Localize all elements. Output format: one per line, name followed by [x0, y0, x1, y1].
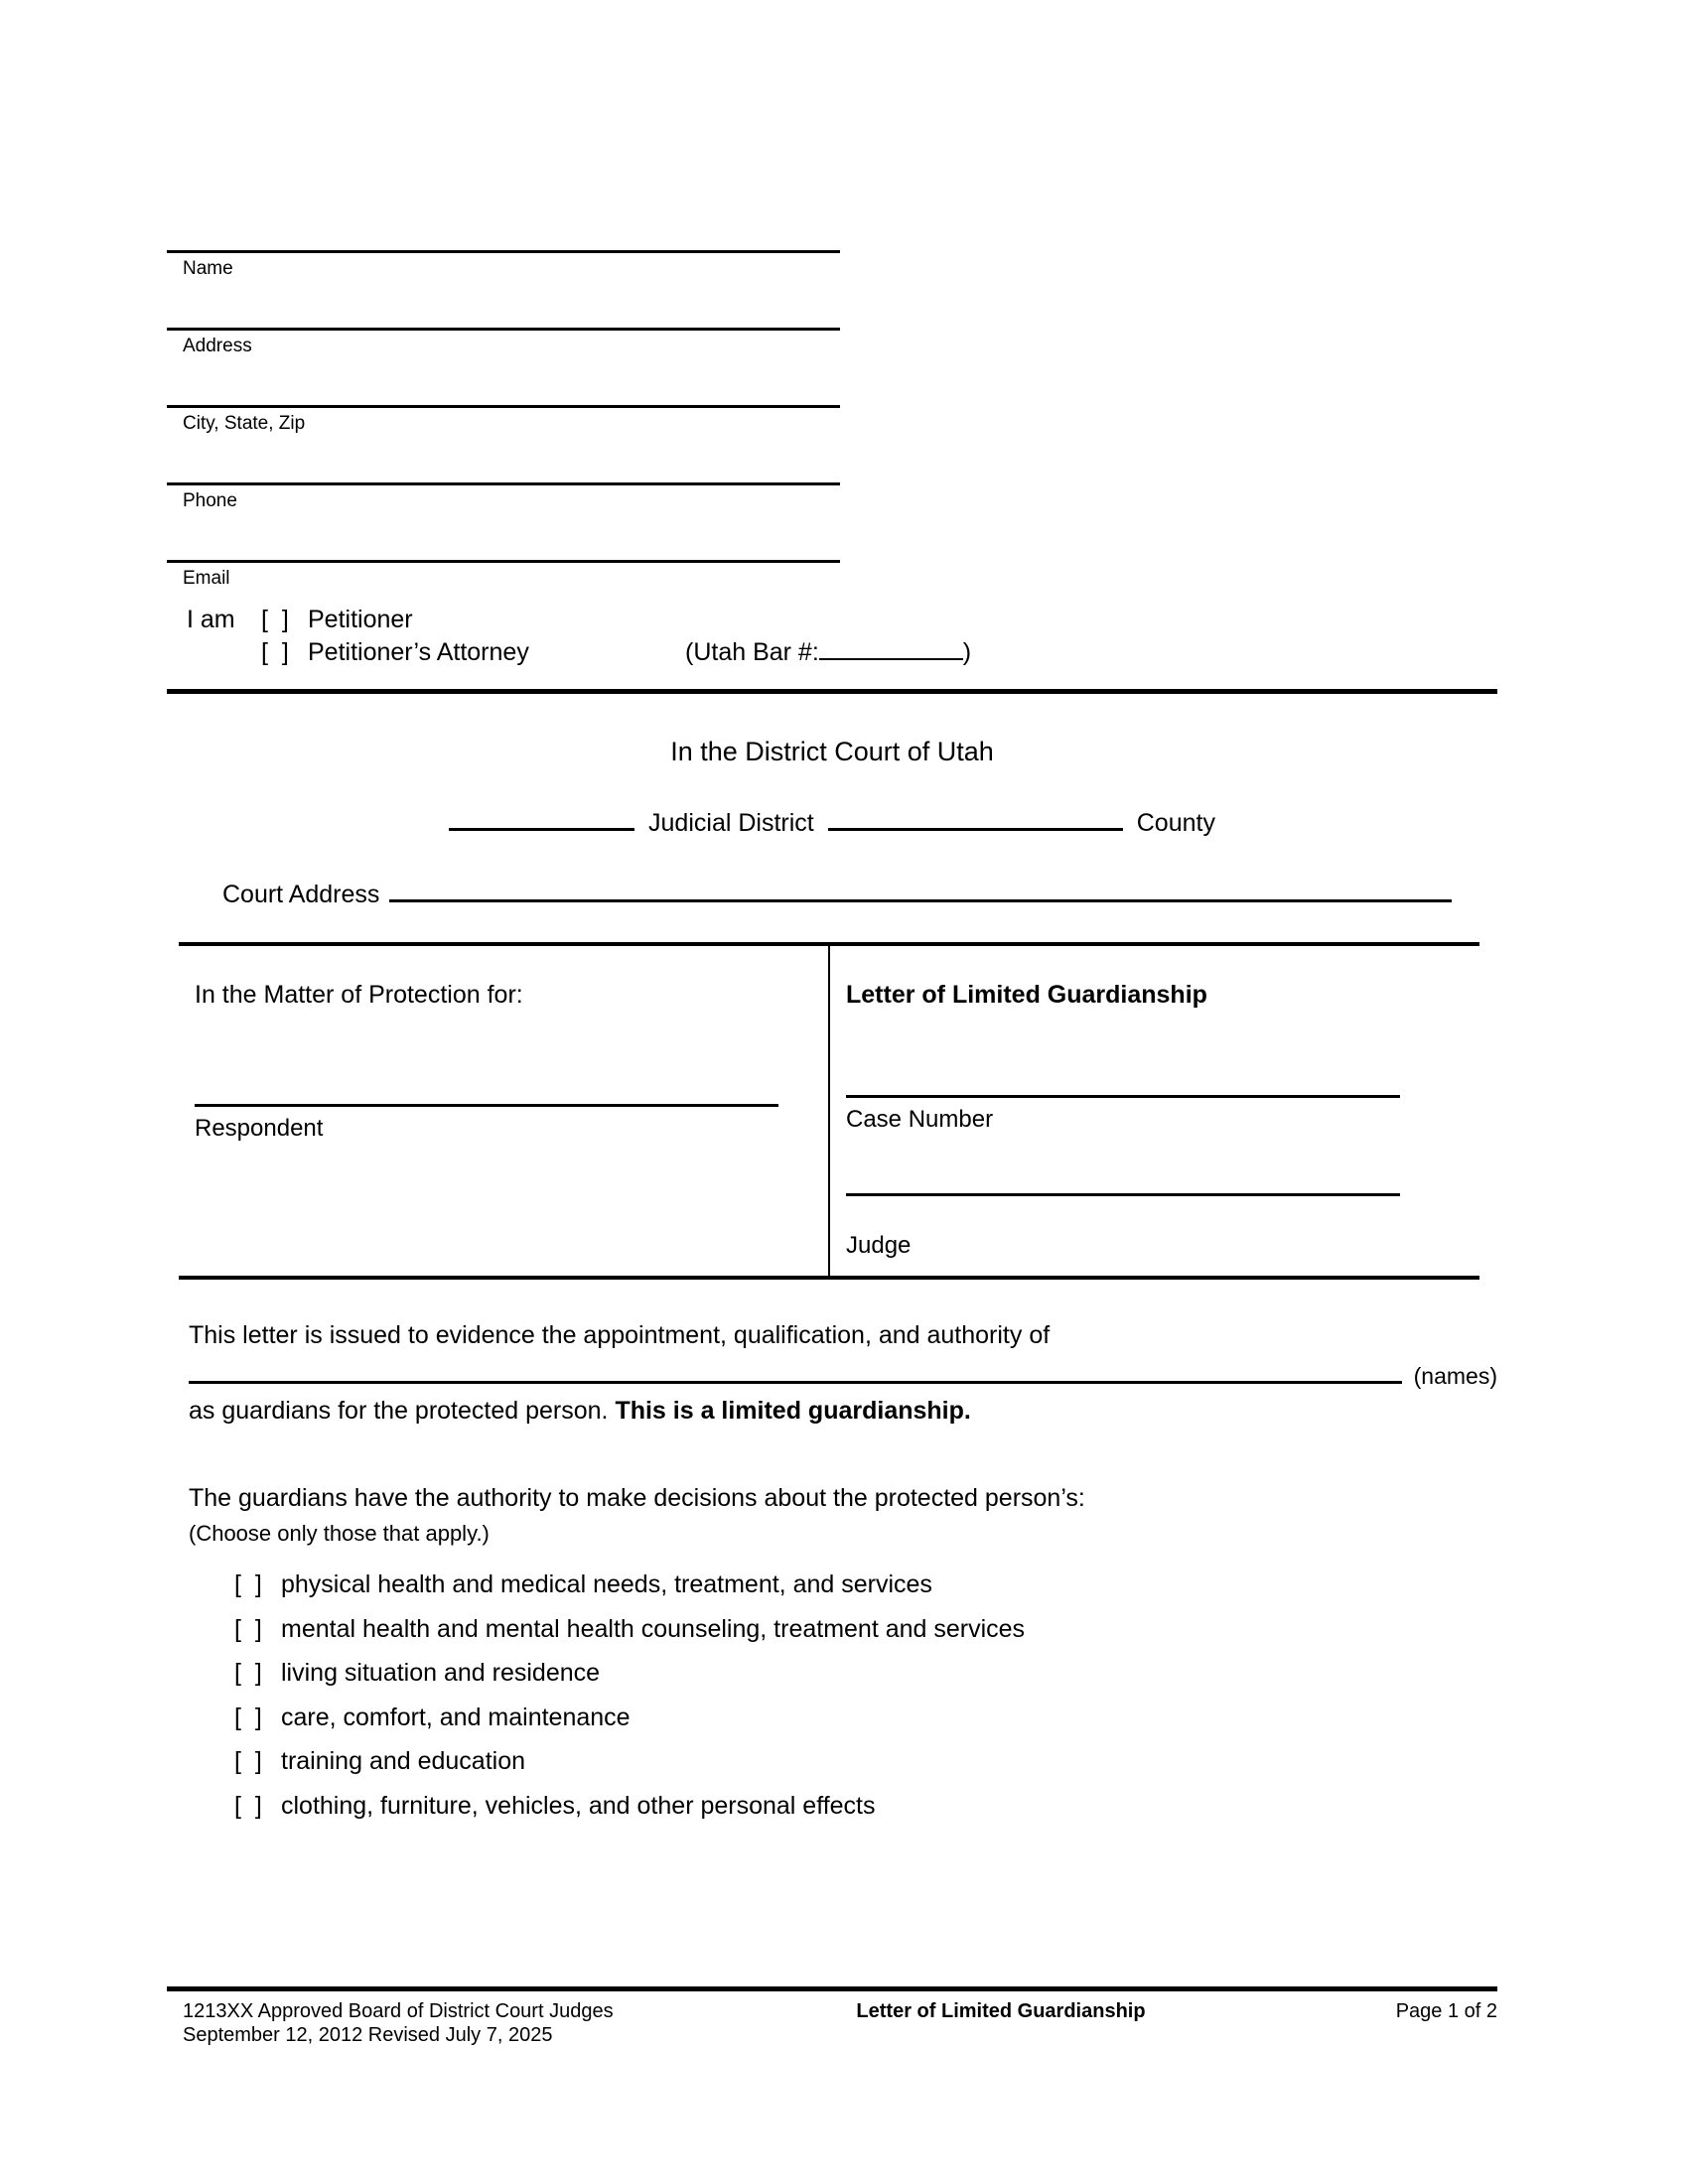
names-hint: (names)	[1413, 1363, 1497, 1389]
petitioner-checkbox[interactable]: [ ]	[261, 606, 289, 633]
as-guardians-paragraph	[167, 1395, 1497, 1427]
county-blank[interactable]	[828, 825, 1123, 831]
utah-bar-number-blank[interactable]	[819, 656, 963, 660]
filer-role-section	[167, 604, 1497, 669]
contact-fields-block	[167, 250, 840, 590]
i-am-label: I am	[187, 606, 235, 633]
matter-of-protection-label: In the Matter of Protection for:	[195, 981, 523, 1009]
petitioner-option-label: Petitioner	[308, 606, 413, 633]
phone-field[interactable]	[167, 482, 840, 560]
authority-option-mental-health	[167, 1607, 1497, 1652]
petitioner-row	[187, 604, 1497, 636]
page-content	[167, 0, 1497, 1843]
as-guardians-text: as guardians for the protected person.	[189, 1397, 616, 1425]
court-heading: In the District Court of Utah	[670, 737, 994, 766]
guardian-names-blank[interactable]	[189, 1378, 1402, 1384]
document-title: Letter of Limited Guardianship	[846, 981, 1207, 1009]
judicial-district-row	[167, 807, 1497, 839]
authority-option-training-education	[167, 1739, 1497, 1784]
case-number-blank[interactable]	[846, 1095, 1400, 1098]
utah-bar-prefix: (Utah Bar #:	[685, 638, 819, 666]
court-address-blank[interactable]	[389, 896, 1452, 902]
care-comfort-checkbox[interactable]: [ ]	[234, 1703, 262, 1731]
address-field-label: Address	[183, 336, 252, 356]
header-divider-rule	[167, 689, 1497, 694]
caption-right-cell	[830, 946, 1479, 1276]
authority-option-label: care, comfort, and maintenance	[281, 1703, 631, 1731]
limited-guardianship-bold-text: This is a limited guardianship.	[615, 1397, 971, 1425]
phone-field-label: Phone	[183, 490, 237, 511]
caption-table	[179, 942, 1479, 1280]
county-label: County	[1136, 809, 1215, 837]
authority-option-label: living situation and residence	[281, 1659, 601, 1687]
case-number-label: Case Number	[846, 1106, 994, 1133]
respondent-label: Respondent	[195, 1115, 324, 1142]
issued-paragraph: This letter is issued to evidence the appointment, qualification, and authority of	[189, 1321, 1051, 1349]
authority-option-label: training and education	[281, 1747, 526, 1775]
judge-label: Judge	[846, 1232, 912, 1259]
attorney-option-label: Petitioner’s Attorney	[308, 638, 529, 666]
personal-effects-checkbox[interactable]: [ ]	[234, 1791, 262, 1820]
authority-option-label: clothing, furniture, vehicles, and other personal effects	[281, 1791, 876, 1820]
authority-option-physical-health	[167, 1563, 1497, 1607]
utah-bar-close-paren: )	[962, 638, 972, 666]
authority-option-label: mental health and mental health counseling, treatment and services	[281, 1614, 1026, 1643]
judicial-district-label: Judicial District	[648, 809, 814, 837]
living-situation-checkbox[interactable]: [ ]	[234, 1659, 262, 1687]
authority-option-label: physical health and medical needs, treatment, and services	[281, 1570, 932, 1598]
city-state-zip-field-label: City, State, Zip	[183, 413, 306, 434]
attorney-row	[187, 636, 1497, 669]
page-footer	[167, 1986, 1497, 2047]
footer-document-title: Letter of Limited Guardianship	[856, 2000, 1146, 2022]
court-address-label: Court Address	[222, 881, 380, 908]
authority-option-living-situation	[167, 1651, 1497, 1696]
court-address-row	[167, 879, 1497, 910]
name-field-label: Name	[183, 258, 233, 279]
footer-page-number: Page 1 of 2	[1395, 2000, 1497, 2022]
judicial-district-blank[interactable]	[449, 825, 634, 831]
choose-hint: (Choose only those that apply.)	[189, 1521, 490, 1546]
judge-blank[interactable]	[846, 1193, 1400, 1196]
physical-health-checkbox[interactable]: [ ]	[234, 1570, 262, 1598]
respondent-name-blank[interactable]	[195, 1104, 778, 1107]
attorney-checkbox[interactable]: [ ]	[261, 638, 289, 666]
authority-checklist	[167, 1563, 1497, 1828]
footer-form-number: 1213XX Approved Board of District Court Judges	[183, 2000, 614, 2022]
name-field[interactable]	[167, 250, 840, 328]
authority-intro: The guardians have the authority to make decisions about the protected person’s:	[189, 1484, 1085, 1512]
city-state-zip-field[interactable]	[167, 405, 840, 482]
guardian-names-row	[167, 1361, 1497, 1391]
email-field-label: Email	[183, 568, 230, 589]
footer-revision-date: September 12, 2012 Revised July 7, 2025	[183, 2024, 553, 2046]
email-field[interactable]	[167, 560, 840, 590]
caption-left-cell	[179, 946, 830, 1276]
authority-option-care-comfort	[167, 1696, 1497, 1740]
training-education-checkbox[interactable]: [ ]	[234, 1747, 262, 1775]
mental-health-checkbox[interactable]: [ ]	[234, 1614, 262, 1643]
authority-option-personal-effects	[167, 1784, 1497, 1829]
address-field[interactable]	[167, 328, 840, 405]
